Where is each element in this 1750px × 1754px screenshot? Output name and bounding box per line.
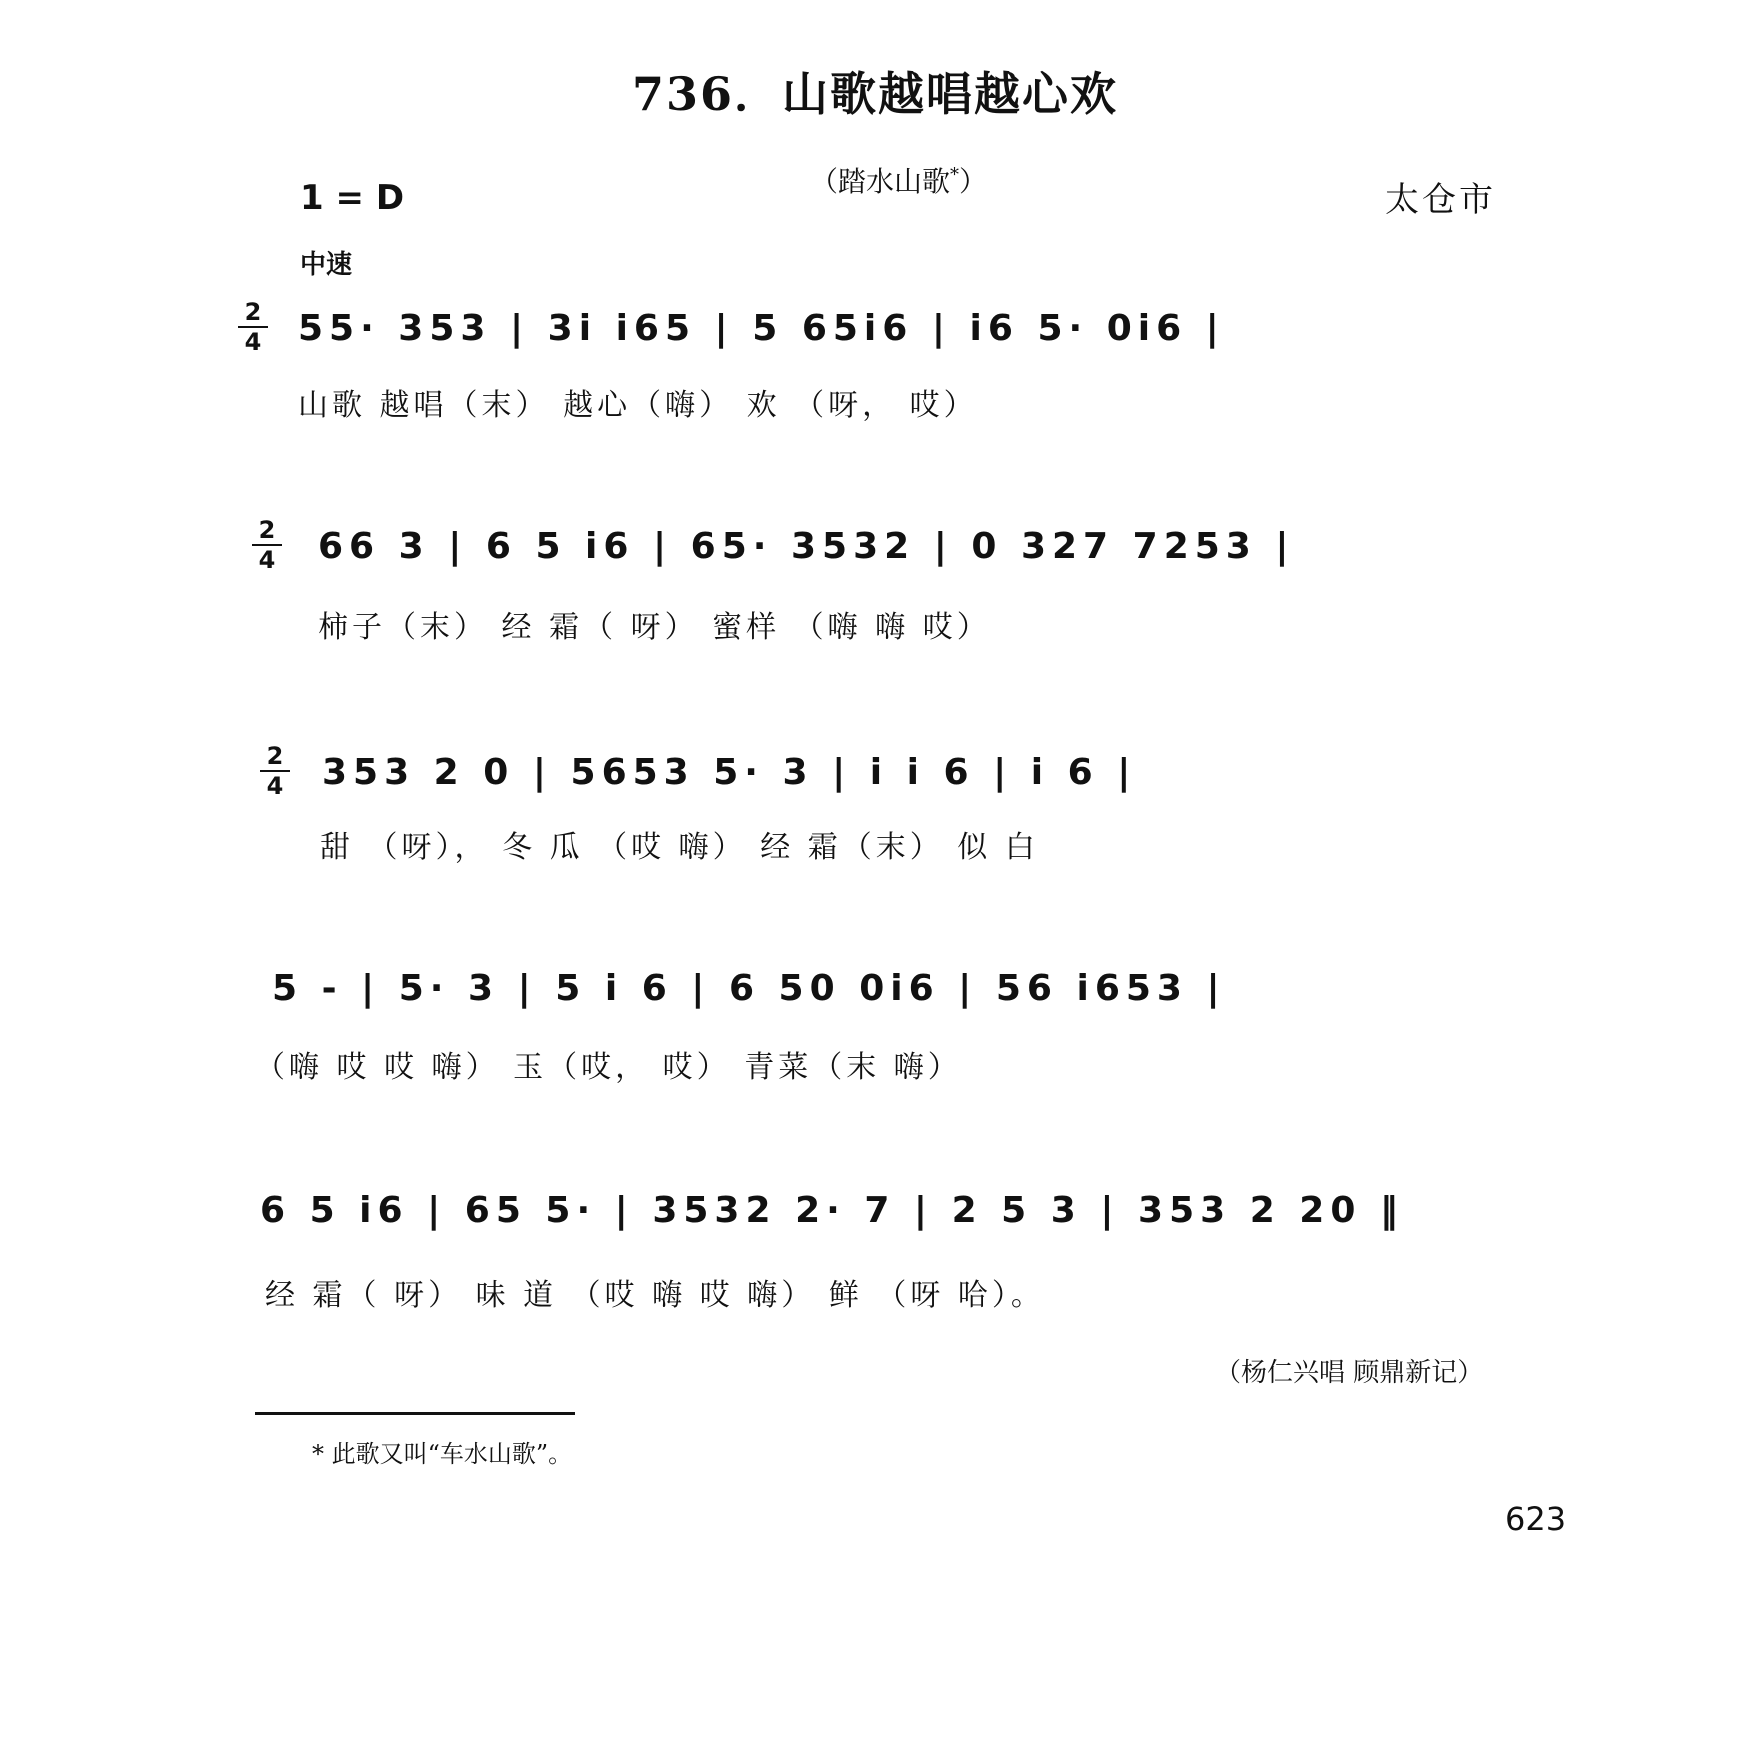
- lyrics-line-1: 山歌 越唱（末） 越心（嗨） 欢 （呀， 哎）: [298, 388, 978, 423]
- performer-credit: （杨仁兴唱 顾鼎新记）: [1215, 1358, 1484, 1388]
- footnote: * 此歌又叫“车水山歌”。: [312, 1440, 573, 1468]
- notation-line: 6 5 i6 | 65 5· | 3532 2· 7 | 2 5 3 | 353 2 20 ‖: [260, 1190, 1404, 1231]
- time-signature: 2 4: [260, 744, 290, 798]
- footnote-divider: [255, 1412, 575, 1415]
- subtitle-text: （踏水山歌: [810, 165, 951, 198]
- notation-line: 5 - | 5· 3 | 5 i 6 | 6 50 0i6 | 56 i653 |: [272, 968, 1226, 1009]
- region-label: 太仓市: [1385, 180, 1496, 220]
- notation-line: 353 2 0 | 5653 5· 3 | i i 6 | i 6 |: [322, 752, 1137, 793]
- page-number: 623: [1505, 1500, 1567, 1538]
- time-signature: 2 4: [252, 518, 282, 572]
- tempo-marking: 中速: [300, 250, 353, 280]
- lyrics-line-5: 经 霜（ 呀） 味 道 （哎 嗨 哎 嗨） 鲜 （呀 哈）。: [265, 1278, 1045, 1313]
- key-signature: 1 = D: [300, 178, 405, 218]
- subtitle-close: ）: [959, 165, 988, 198]
- song-title: 736．山歌越唱越心欢: [631, 67, 1119, 121]
- lyrics-line-2: 柿子（末） 经 霜（ 呀） 蜜样 （嗨 嗨 哎）: [318, 610, 991, 645]
- song-subtitle: [810, 160, 987, 200]
- notation-line: 66 3 | 6 5 i6 | 65· 3532 | 0 327 7253 |: [318, 526, 1295, 567]
- footnote-marker: *: [950, 164, 960, 186]
- lyrics-line-3: 甜 （呀）， 冬 瓜 （哎 嗨） 经 霜（末） 似 白: [320, 830, 1039, 865]
- time-signature: 2 4: [238, 300, 268, 354]
- lyrics-line-4: （嗨 哎 哎 嗨） 玉（哎， 哎） 青菜（末 嗨）: [255, 1050, 962, 1085]
- notation-line: 55· 353 | 3i i65 | 5 65i6 | i6 5· 0i6 |: [298, 308, 1225, 349]
